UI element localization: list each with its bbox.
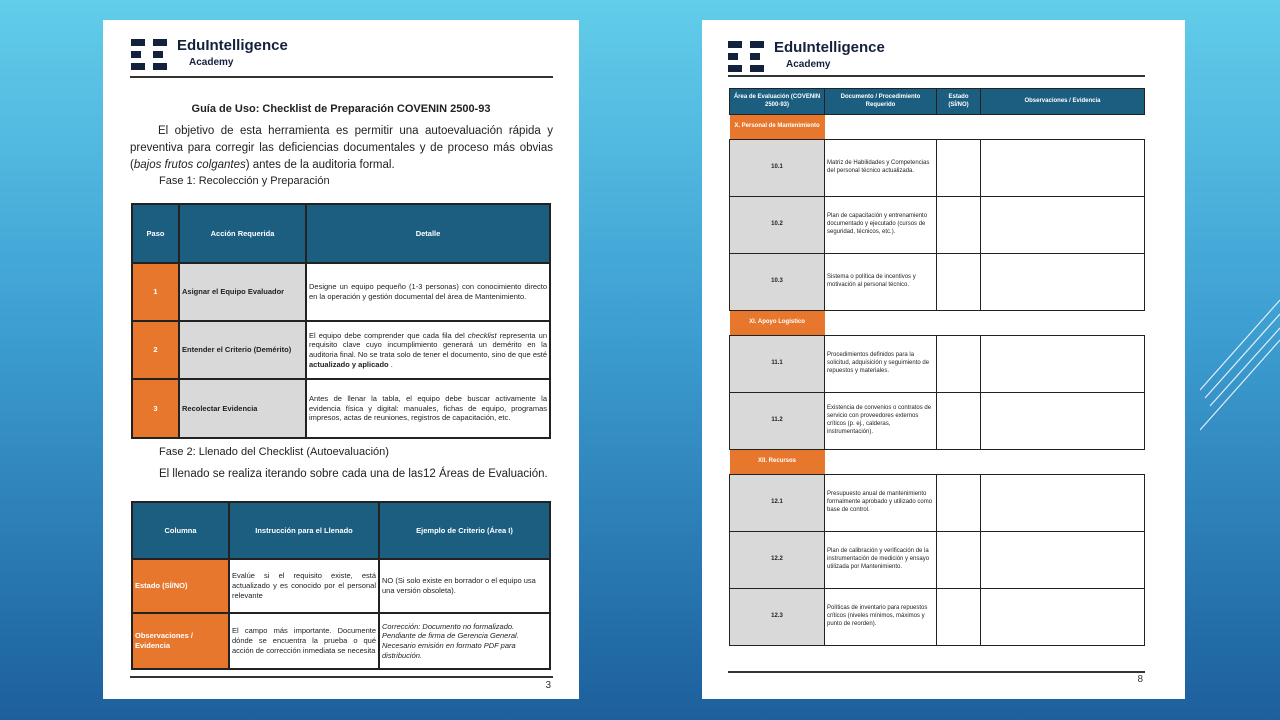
phase2-text: El llenado se realiza iterando sobre cada una de las12 Áreas de Evaluación. — [159, 468, 548, 480]
estado-cell[interactable] — [937, 197, 981, 254]
page-number: 8 — [1137, 674, 1143, 685]
table-row: 11.2 Existencia de convenios o contratos de servicio con proveedores externos críticos (p. ej., calderas, instrumentación). — [730, 393, 1145, 450]
page-number: 3 — [545, 680, 551, 691]
logo-blocks-icon — [728, 41, 764, 72]
brand-name: EduIntelligence — [177, 37, 288, 54]
estado-cell[interactable] — [937, 140, 981, 197]
footer-divider — [130, 676, 553, 678]
table-row: 12.2 Plan de calibración y verificación de la instrumentación de medición y ensayo utilizada por Mantenimiento. — [730, 532, 1145, 589]
decorative-lines — [1200, 280, 1280, 480]
logo — [728, 40, 885, 72]
section-row: XI. Apoyo Logístico — [730, 311, 1145, 336]
columns-table — [131, 501, 551, 670]
table-row: Estado (SÍ/NO) Evalúe si el requisito existe, está actualizado y es conocido por el personal relevante NO (Si solo existe en borrador o el equipo usa una versión obsoleta). — [132, 559, 550, 613]
table-row: 3 Recolectar Evidencia Antes de llenar la tabla, el equipo debe buscar activamente la evidencia física y digital: manuales, fichas de equipo, programas impresos, actas de reuniones, registros de capacitación, etc. — [132, 379, 550, 438]
table-row: 10.3 Sistema o política de incentivos y motivación al personal técnico. — [730, 254, 1145, 311]
phase2-heading: Fase 2: Llenado del Checklist (Autoevaluación) — [159, 446, 389, 458]
table-row: 10.2 Plan de capacitación y entrenamiento documentado y ejecutado (cursos de seguridad, técnicos, etc.). — [730, 197, 1145, 254]
col-header: Columna — [132, 502, 229, 559]
page-title: Guía de Uso: Checklist de Preparación COVENIN 2500-93 — [191, 103, 491, 115]
col-header: Acción Requerida — [179, 204, 306, 263]
section-row: X. Personal de Mantenimiento — [730, 115, 1145, 140]
logo — [131, 38, 288, 70]
observaciones-cell[interactable] — [981, 197, 1145, 254]
brand-name: EduIntelligence — [774, 39, 885, 56]
intro-paragraph: El objetivo de esta herramienta es permitir una autoevaluación rápida y preventiva para corregir las deficiencias documentales y de proceso más obvias (bajos frutos colgantes) antes de la auditoria formal. — [130, 125, 553, 171]
observaciones-cell[interactable] — [981, 393, 1145, 450]
table-row: 12.3 Políticas de inventario para repuestos críticos (niveles mínimos, máximos y punto de reorden). — [730, 589, 1145, 646]
header-divider — [130, 76, 553, 78]
col-header: Instrucción para el Llenado — [229, 502, 379, 559]
table-row: Observaciones / Evidencia El campo más importante. Documente dónde se encuentra la prueba o qué acción de corrección inmediata se necesita Corrección: Documento no formalizado. Pendiante de firma de Gerencia General. Necesario emisión en formato PDF para distribución. — [132, 613, 550, 669]
observaciones-cell[interactable] — [981, 589, 1145, 646]
observaciones-cell[interactable] — [981, 475, 1145, 532]
table-row: 2 Entender el Criterio (Demérito) El equipo debe comprender que cada fila del checklist representa un requisito clave cuyo incumplimiento generará un demérito en la auditoria final. No se trata solo de tener el documento, sino de que esté actualizado y aplicado . — [132, 321, 550, 379]
observaciones-cell[interactable] — [981, 254, 1145, 311]
col-header: Ejemplo de Criterio (Área I) — [379, 502, 550, 559]
col-header: Paso — [132, 204, 179, 263]
brand-sub: Academy — [189, 57, 234, 68]
estado-cell[interactable] — [937, 475, 981, 532]
table-row: 1 Asignar el Equipo Evaluador Designe un equipo pequeño (1-3 personas) con conocimiento directo en la operación y gestión documental del área de Mantenimiento. — [132, 263, 550, 321]
brand-sub: Academy — [786, 59, 831, 70]
document-page-8 — [702, 20, 1185, 699]
header-divider — [728, 75, 1145, 77]
steps-table — [131, 203, 551, 439]
table-row: 12.1 Presupuesto anual de mantenimiento formalmente aprobado y utilizado como base de control. — [730, 475, 1145, 532]
observaciones-cell[interactable] — [981, 336, 1145, 393]
col-header: Detalle — [306, 204, 550, 263]
table-row: 11.1 Procedimientos definidos para la solicitud, adquisición y seguimiento de repuestos y materiales. — [730, 336, 1145, 393]
footer-divider — [728, 671, 1145, 673]
logo-blocks-icon — [131, 39, 167, 70]
estado-cell[interactable] — [937, 336, 981, 393]
document-page-3 — [103, 20, 579, 699]
phase1-heading: Fase 1: Recolección y Preparación — [159, 175, 330, 187]
observaciones-cell[interactable] — [981, 532, 1145, 589]
estado-cell[interactable] — [937, 532, 981, 589]
estado-cell[interactable] — [937, 254, 981, 311]
estado-cell[interactable] — [937, 589, 981, 646]
section-row: XII. Recursos — [730, 450, 1145, 475]
checklist-table: Área de Evaluación (COVENIN 2500-93) Documento / Procedimiento Requerido Estado (SÍ/NO) Observaciones / Evidencia X. Personal de Mantenimiento 10.1 Matriz de Habilidades y Competencias del personal técnico actualizada. 10.2 Plan de capacitación y entrenamiento documentado y ejecutado (cursos de seguridad, técnicos, etc.). 10.3 Sistema o política de incentivos y motivación al personal técnico. XI. Apoyo Logístico 11.1 Procedimientos definidos para la solicitud, adquisición y seguimiento de repuestos y materiales. 11.2 Existencia de convenios o contratos de servicio con proveedores externos críticos (p. ej., calderas, instrumentación). XII. Recursos 12.1 Presupuesto anual de mantenimiento formalmente aprobado y utilizado como base de control. 12.2 Plan de calibración y verificación de la instrumentación de medición y ensayo utilizada por Mantenimiento. 12.3 Políticas de inventario para repuestos críticos (niveles mínimos, máximos y punto de reorden). — [729, 88, 1145, 646]
table-row: 10.1 Matriz de Habilidades y Competencias del personal técnico actualizada. — [730, 140, 1145, 197]
observaciones-cell[interactable] — [981, 140, 1145, 197]
estado-cell[interactable] — [937, 393, 981, 450]
